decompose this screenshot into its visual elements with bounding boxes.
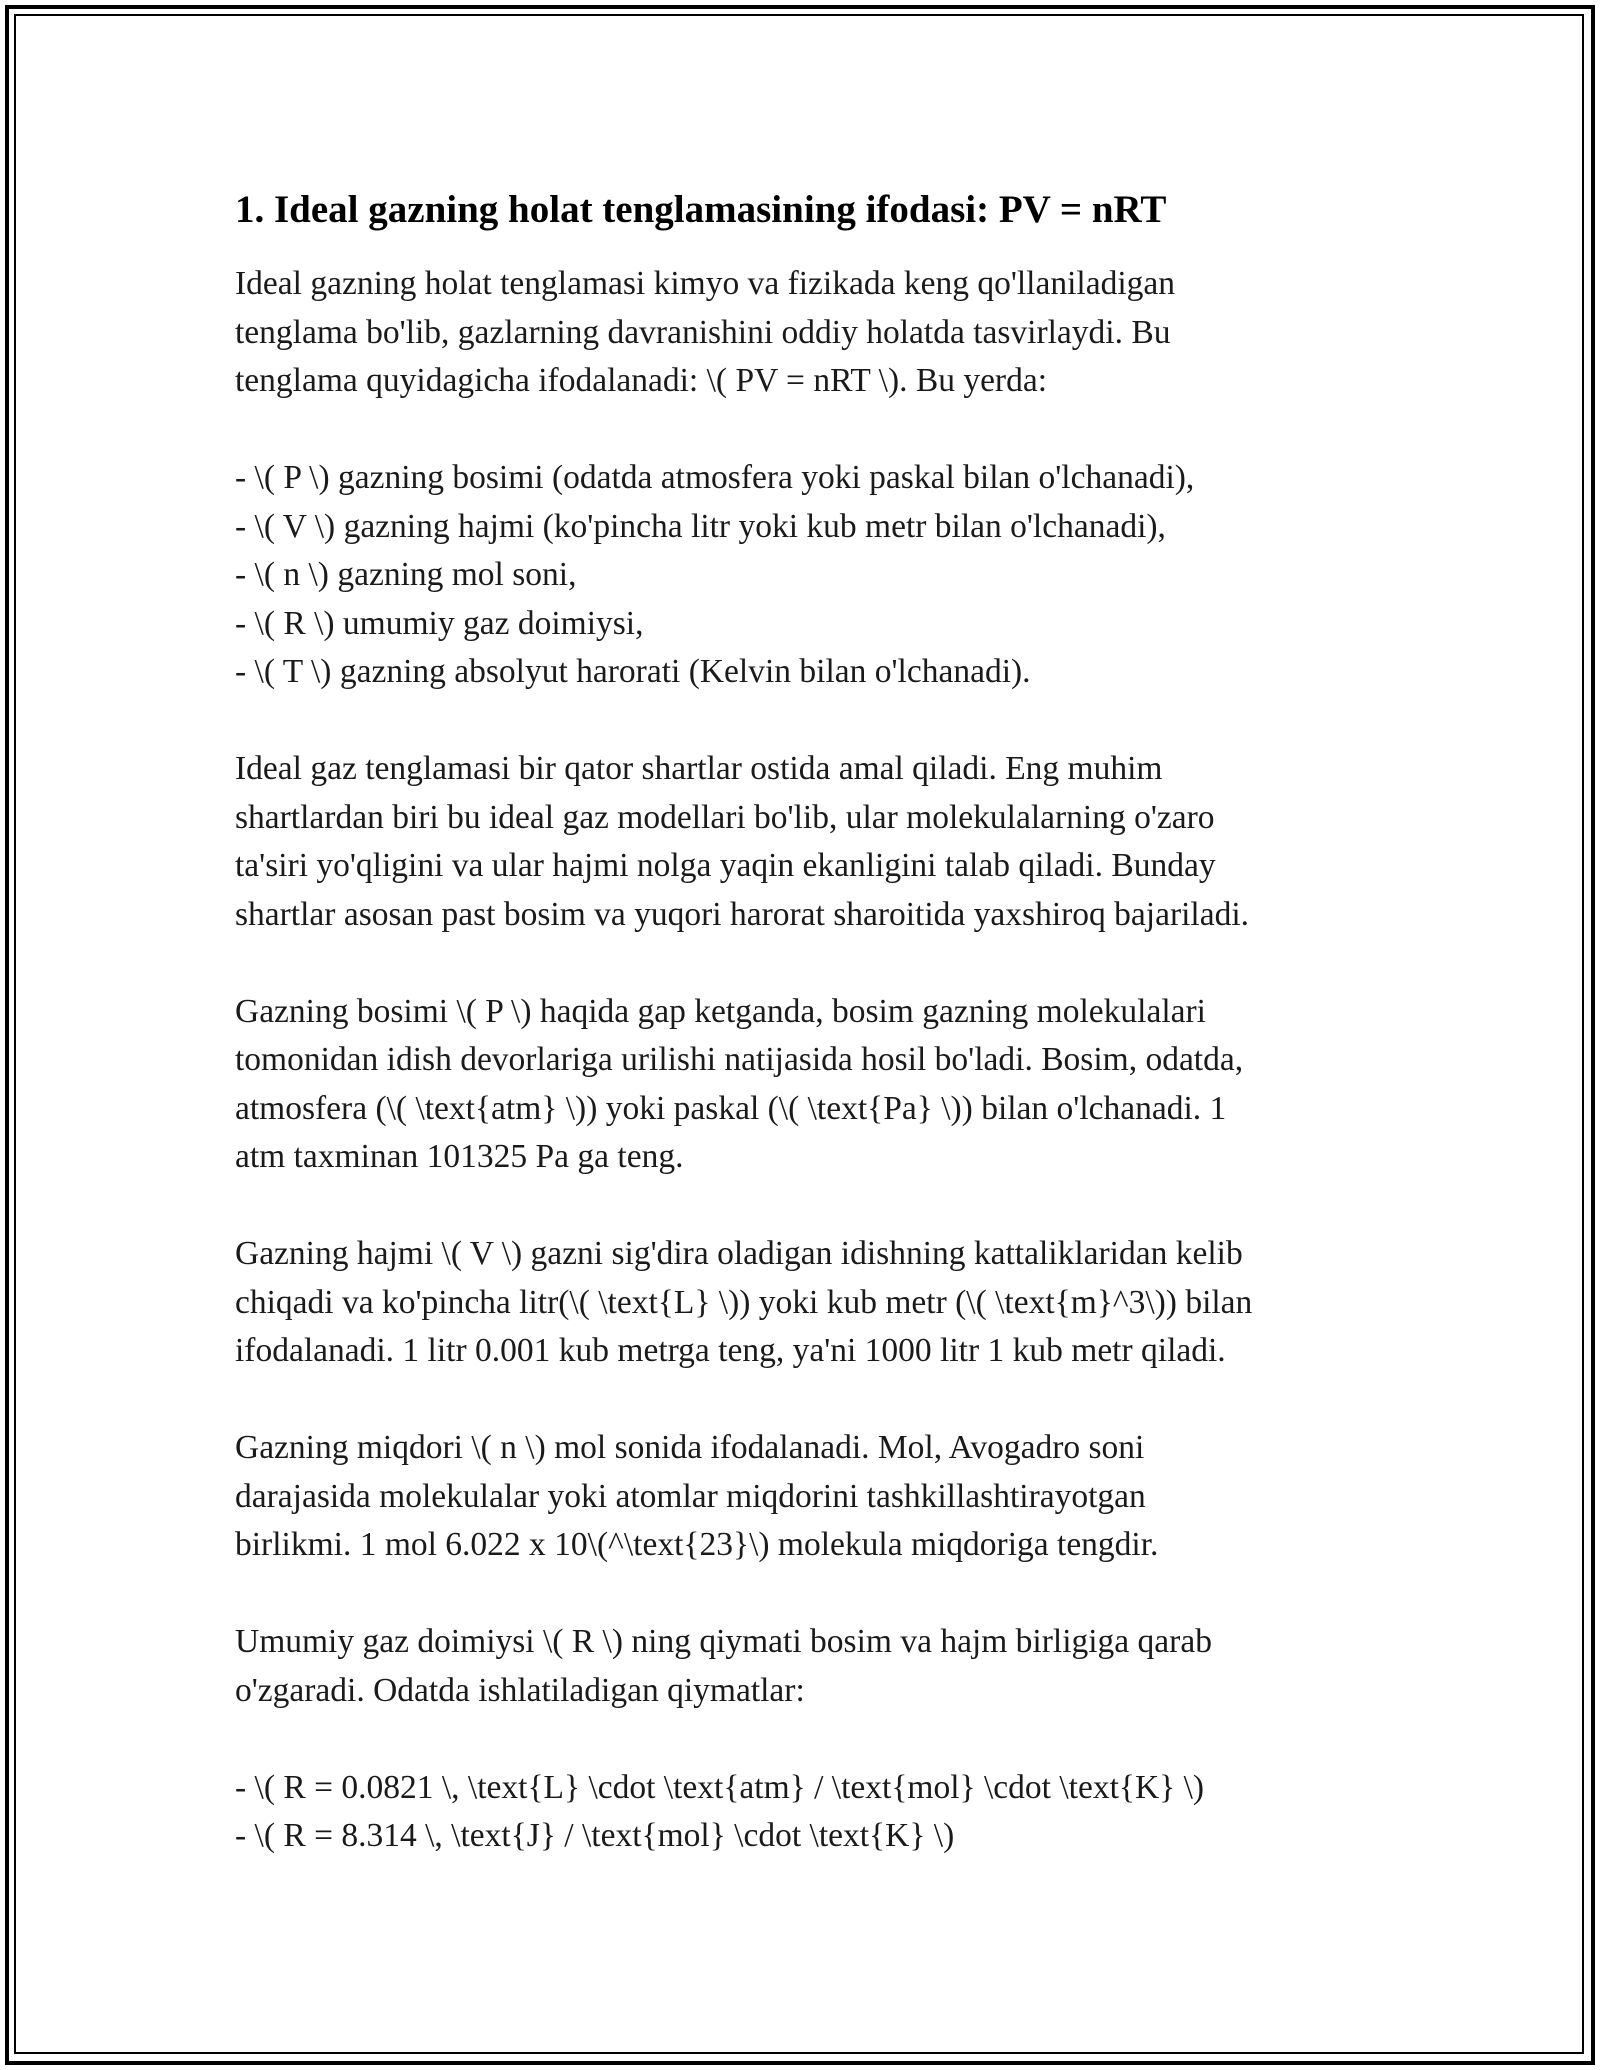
list-item: - \( V \) gazning hajmi (ko'pincha litr yoki kub metr bilan o'lchanadi), xyxy=(235,507,1166,545)
constant-paragraph xyxy=(235,1618,1365,1715)
text-line: o'zgaradi. Odatda ishlatiladigan qiymatlar: xyxy=(235,1671,805,1709)
text-line: birlikmi. 1 mol 6.022 x 10\(^\text{23}\) molekula miqdoriga tengdir. xyxy=(235,1526,1159,1563)
text-line: Umumiy gaz doimiysi \( R \) ning qiymati bosim va hajm birligiga qarab xyxy=(235,1623,1212,1660)
text-line: Gazning hajmi \( V \) gazni sig'dira oladigan idishning kattaliklaridan kelib xyxy=(235,1235,1243,1272)
list-item: - \( T \) gazning absolyut harorati (Kelvin bilan o'lchanadi). xyxy=(235,653,1031,690)
list-item: - \( P \) gazning bosimi (odatda atmosfera yoki paskal bilan o'lchanadi), xyxy=(235,459,1195,496)
text-line: shartlardan biri bu ideal gaz modellari bo'lib, ular molekulalarning o'zaro xyxy=(235,798,1215,836)
text-line: atmosfera (\( \text{atm} \)) yoki paskal (\( \text{Pa} \)) bilan o'lchanadi. 1 xyxy=(235,1089,1227,1127)
text-line: tomonidan idish devorlariga urilishi natijasida hosil bo'ladi. Bosim, odatda, xyxy=(235,1041,1244,1078)
text-line: Gazning miqdori \( n \) mol sonida ifodalanadi. Mol, Avogadro soni xyxy=(235,1429,1145,1466)
intro-paragraph xyxy=(235,260,1365,406)
section-heading: 1. Ideal gazning holat tenglamasining ifodasi: PV = nRT xyxy=(235,188,1167,231)
constant-values-list xyxy=(235,1764,1365,1861)
text-line: ifodalanadi. 1 litr 0.001 kub metrga teng, ya'ni 1000 litr 1 kub metr qiladi. xyxy=(235,1332,1226,1369)
text-line: tenglama quyidagicha ifodalanadi: \( PV = nRT \). Bu yerda: xyxy=(235,362,1048,399)
text-line: ta'siri yo'qligini va ular hajmi nolga yaqin ekanligini talab qiladi. Bunday xyxy=(235,847,1216,884)
text-line: tenglama bo'lib, gazlarning davranishini oddiy holatda tasvirlaydi. Bu xyxy=(235,313,1171,351)
text-line: Gazning bosimi \( P \) haqida gap ketganda, bosim gazning molekulalari xyxy=(235,992,1206,1030)
list-item: - \( R = 0.0821 \, \text{L} \cdot \text{atm} / \text{mol} \cdot \text{K} \) xyxy=(235,1768,1205,1806)
list-item: - \( R \) umumiy gaz doimiysi, xyxy=(235,604,644,642)
list-item: - \( R = 8.314 \, \text{J} / \text{mol} \cdot \text{K} \) xyxy=(235,1817,955,1854)
volume-paragraph xyxy=(235,1230,1365,1376)
document-body xyxy=(235,186,1365,1861)
list-item: - \( n \) gazning mol soni, xyxy=(235,556,577,593)
text-line: Ideal gaz tenglamasi bir qator shartlar ostida amal qiladi. Eng muhim xyxy=(235,750,1163,787)
text-line: atm taxminan 101325 Pa ga teng. xyxy=(235,1138,684,1175)
amount-paragraph xyxy=(235,1424,1365,1570)
text-line: Ideal gazning holat tenglamasi kimyo va fizikada keng qo'llaniladigan xyxy=(235,265,1176,302)
conditions-paragraph xyxy=(235,745,1365,939)
text-line: shartlar asosan past bosim va yuqori harorat sharoitida yaxshiroq bajariladi. xyxy=(235,895,1250,933)
text-line: chiqadi va ko'pincha litr(\( \text{L} \)) yoki kub metr (\( \text{m}^3\)) bilan xyxy=(235,1283,1253,1321)
pressure-paragraph xyxy=(235,988,1365,1182)
variables-list xyxy=(235,454,1365,697)
text-line: darajasida molekulalar yoki atomlar miqdorini tashkillashtirayotgan xyxy=(235,1477,1146,1515)
